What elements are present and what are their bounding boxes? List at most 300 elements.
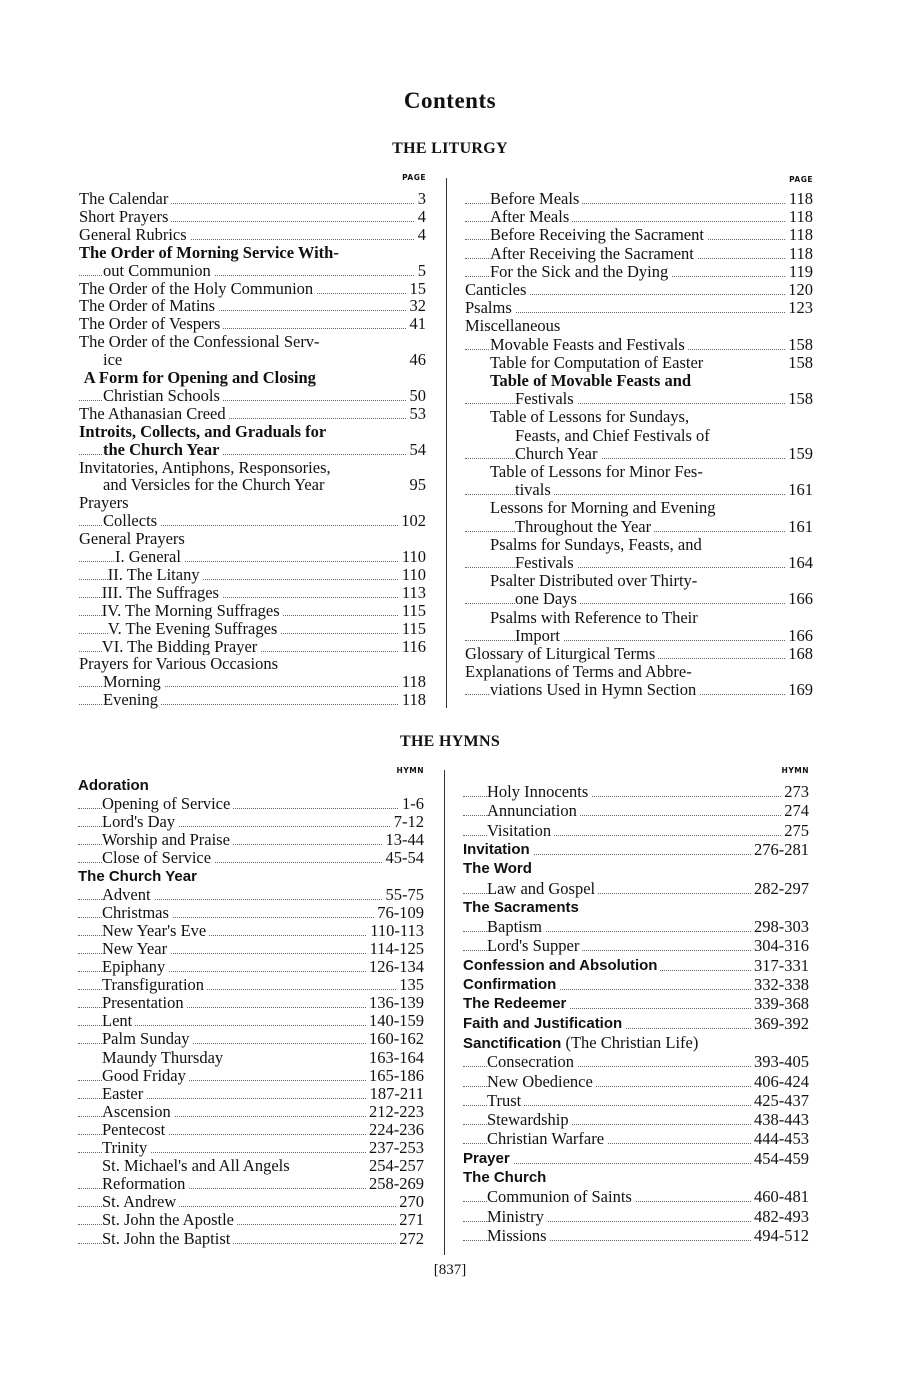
toc-entry xyxy=(79,423,426,441)
toc-entry-label: Visitation xyxy=(487,822,554,840)
toc-entry-label: Evening xyxy=(103,691,161,709)
toc-entry xyxy=(465,518,813,536)
toc-entry xyxy=(79,530,426,548)
toc-entry xyxy=(79,673,426,691)
toc-entry-number: 159 xyxy=(785,445,813,463)
toc-entry xyxy=(79,369,426,387)
toc-entry-label: Confession and Absolution xyxy=(463,957,660,975)
toc-entry-label: New Obedience xyxy=(487,1073,596,1091)
toc-entry-label: Advent xyxy=(102,886,154,904)
toc-entry xyxy=(465,645,813,663)
toc-entry xyxy=(463,783,809,801)
toc-entry-label: Lord's Day xyxy=(102,813,178,831)
toc-entry-label: St. John the Apostle xyxy=(102,1211,237,1229)
toc-entry xyxy=(465,554,813,572)
toc-entry-label: Faith and Justification xyxy=(463,1015,625,1033)
toc-entry xyxy=(79,280,426,298)
toc-entry-label: Table for Computation of Easter xyxy=(490,354,706,372)
toc-entry-label: The Order of the Holy Communion xyxy=(79,280,316,298)
toc-entry-number: 237-253 xyxy=(366,1139,424,1157)
toc-entry-number: 116 xyxy=(399,638,426,656)
toc-entry xyxy=(79,459,426,477)
toc-entry xyxy=(78,868,424,886)
toc-entry-label: Consecration xyxy=(487,1053,577,1071)
toc-entry-label: Communion of Saints xyxy=(487,1188,635,1206)
toc-entry-number: 282-297 xyxy=(751,880,809,898)
toc-entry-number: 224-236 xyxy=(366,1121,424,1139)
toc-entry-label: Table of Lessons for Sundays, xyxy=(490,408,692,426)
toc-entry-number: 7-12 xyxy=(391,813,424,831)
toc-entry xyxy=(463,976,809,994)
toc-entry-label: Christian Warfare xyxy=(487,1130,607,1148)
toc-entry xyxy=(78,1049,424,1067)
toc-entry xyxy=(465,226,813,244)
toc-entry xyxy=(465,354,813,372)
toc-entry-label: Table of Lessons for Minor Fes- xyxy=(490,463,706,481)
toc-entry xyxy=(78,1211,424,1229)
toc-entry xyxy=(79,387,426,405)
toc-entry-label: Lent xyxy=(102,1012,135,1030)
toc-entry-label: Annunciation xyxy=(487,802,580,820)
toc-entry-label: II. The Litany xyxy=(108,566,203,584)
toc-entry-label: Feasts, and Chief Festivals of xyxy=(515,427,713,445)
toc-entry xyxy=(79,262,426,280)
page-column-header: PAGE xyxy=(789,175,813,184)
toc-entry xyxy=(465,663,813,681)
toc-entry-label: Festivals xyxy=(515,554,577,572)
toc-entry-label: Transfiguration xyxy=(102,976,207,994)
toc-entry xyxy=(79,494,426,512)
toc-entry xyxy=(463,860,809,878)
leader-dots xyxy=(465,312,813,313)
toc-entry-label: Ministry xyxy=(487,1208,547,1226)
toc-entry-number: 271 xyxy=(396,1211,424,1229)
toc-entry-label: Law and Gospel xyxy=(487,880,598,898)
toc-entry-label: Psalter Distributed over Thirty- xyxy=(490,572,700,590)
toc-entry-label: The Order of Vespers xyxy=(79,315,223,333)
toc-entry-number: 406-424 xyxy=(751,1073,809,1091)
toc-entry xyxy=(79,226,426,244)
toc-entry-label: Holy Innocents xyxy=(487,783,591,801)
toc-entry xyxy=(465,208,813,226)
toc-entry-label: and Versicles for the Church Year xyxy=(103,476,327,494)
toc-entry-label: Pentecost xyxy=(102,1121,168,1139)
toc-entry-label: St. Michael's and All Angels xyxy=(102,1157,293,1175)
toc-entry xyxy=(465,681,813,699)
toc-entry xyxy=(463,1092,809,1110)
toc-entry-number: 164 xyxy=(785,554,813,572)
toc-entry-label: Psalms with Reference to Their xyxy=(490,609,701,627)
toc-entry-label: Ascension xyxy=(102,1103,174,1121)
toc-entry-number: 115 xyxy=(399,602,426,620)
toc-entry-number: 113 xyxy=(399,584,426,602)
toc-entry xyxy=(463,1208,809,1226)
toc-entry-label: Before Meals xyxy=(490,190,582,208)
toc-entry xyxy=(79,441,426,459)
toc-entry-label: Collects xyxy=(103,512,160,530)
toc-entry-number: 158 xyxy=(785,354,813,372)
toc-entry-number: 317-331 xyxy=(751,957,809,975)
toc-entry xyxy=(463,822,809,840)
toc-entry-label: General Rubrics xyxy=(79,226,190,244)
toc-entry-label: Opening of Service xyxy=(102,795,233,813)
toc-entry-label: After Meals xyxy=(490,208,572,226)
toc-entry xyxy=(79,244,426,262)
toc-entry xyxy=(79,297,426,315)
toc-entry-number: 3 xyxy=(415,190,426,208)
toc-entry-number: 126-134 xyxy=(366,958,424,976)
toc-entry-number: 258-269 xyxy=(366,1175,424,1193)
liturgy-heading: THE LITURGY xyxy=(392,140,508,157)
toc-entry xyxy=(78,1157,424,1175)
toc-entry xyxy=(463,1053,809,1071)
toc-entry xyxy=(79,476,426,494)
toc-entry-label: For the Sick and the Dying xyxy=(490,263,671,281)
toc-entry xyxy=(79,584,426,602)
toc-entry xyxy=(463,802,809,820)
toc-entry-label: Festivals xyxy=(515,390,577,408)
toc-entry xyxy=(79,333,426,351)
toc-entry-number: 369-392 xyxy=(751,1015,809,1033)
toc-entry xyxy=(463,1111,809,1129)
toc-entry xyxy=(78,940,424,958)
toc-entry-label: Prayers for Various Occasions xyxy=(79,655,281,673)
toc-entry-label: Movable Feasts and Festivals xyxy=(490,336,688,354)
toc-entry xyxy=(465,627,813,645)
toc-entry xyxy=(78,777,424,795)
toc-entry-number: 15 xyxy=(407,280,427,298)
toc-entry xyxy=(463,995,809,1013)
toc-entry-label: VI. The Bidding Prayer xyxy=(102,638,261,656)
toc-entry-label: The Calendar xyxy=(79,190,171,208)
toc-entry-number: 110 xyxy=(399,548,426,566)
toc-entry-number: 118 xyxy=(786,190,813,208)
toc-entry-number: 118 xyxy=(399,691,426,709)
toc-entry xyxy=(463,1034,809,1052)
toc-entry xyxy=(78,813,424,831)
toc-entry xyxy=(79,655,426,673)
toc-entry-number: 54 xyxy=(407,441,427,459)
hymn-column-header: HYMN xyxy=(781,766,809,775)
toc-entry-number: 339-368 xyxy=(751,995,809,1013)
toc-entry-label: The Sacraments xyxy=(463,899,582,917)
toc-entry-label: St. John the Baptist xyxy=(102,1230,233,1248)
toc-entry-label: Trust xyxy=(487,1092,524,1110)
toc-entry-label: Introits, Collects, and Graduals for xyxy=(79,423,329,441)
page-column-header: PAGE xyxy=(402,173,426,182)
toc-entry-number: 444-453 xyxy=(751,1130,809,1148)
toc-entry xyxy=(78,1175,424,1193)
toc-entry-label: Confirmation xyxy=(463,976,559,994)
hymn-column-header: HYMN xyxy=(396,766,424,775)
toc-entry-number: 41 xyxy=(407,315,427,333)
toc-entry-number: 55-75 xyxy=(383,886,425,904)
toc-entry-number: 135 xyxy=(396,976,424,994)
toc-entry xyxy=(78,1012,424,1030)
toc-entry xyxy=(79,208,426,226)
toc-entry xyxy=(465,572,813,590)
liturgy-right-column xyxy=(465,173,813,713)
toc-entry xyxy=(79,405,426,423)
toc-entry-label: Prayers xyxy=(79,494,131,512)
toc-entry-label: Easter xyxy=(102,1085,146,1103)
toc-entry-number: 275 xyxy=(781,822,809,840)
toc-entry-label: General Prayers xyxy=(79,530,188,548)
toc-entry-number: 1-6 xyxy=(399,795,424,813)
toc-entry xyxy=(78,1030,424,1048)
toc-entry-number: 119 xyxy=(786,263,813,281)
toc-entry xyxy=(465,245,813,263)
toc-entry xyxy=(465,609,813,627)
toc-entry-label: New Year's Eve xyxy=(102,922,209,940)
toc-entry-label: A Form for Opening and Closing xyxy=(84,369,319,387)
hymns-right-column xyxy=(463,766,809,1256)
toc-entry-number: 123 xyxy=(785,299,813,317)
liturgy-left-column xyxy=(79,173,426,713)
toc-entry-label: Trinity xyxy=(102,1139,150,1157)
toc-entry-label: Close of Service xyxy=(102,849,214,867)
toc-entry-number: 158 xyxy=(785,390,813,408)
toc-entry-label: Stewardship xyxy=(487,1111,572,1129)
toc-entry-number: 273 xyxy=(781,783,809,801)
toc-entry-number: 169 xyxy=(785,681,813,699)
toc-entry xyxy=(78,904,424,922)
toc-entry xyxy=(465,481,813,499)
toc-entry-label: Glossary of Liturgical Terms xyxy=(465,645,658,663)
toc-entry-number: 254-257 xyxy=(366,1157,424,1175)
toc-entry-label: New Year xyxy=(102,940,170,958)
toc-entry xyxy=(79,602,426,620)
toc-entry xyxy=(465,499,813,517)
toc-entry-number: 163-164 xyxy=(366,1049,424,1067)
toc-entry-label: ice xyxy=(103,351,125,369)
toc-entry-label: The Redeemer xyxy=(463,995,569,1013)
toc-entry-number: 110-113 xyxy=(367,922,424,940)
toc-entry-label: Lord's Supper xyxy=(487,937,582,955)
toc-entry-number: 161 xyxy=(785,481,813,499)
toc-entry xyxy=(465,463,813,481)
toc-entry-label: The Order of Morning Service With- xyxy=(79,244,342,262)
toc-entry-number: 332-338 xyxy=(751,976,809,994)
toc-entry-label: Invitation xyxy=(463,841,533,859)
toc-entry-label: Reformation xyxy=(102,1175,188,1193)
toc-entry-label: The Word xyxy=(463,860,535,878)
toc-entry-number: 393-405 xyxy=(751,1053,809,1071)
page-title: Contents xyxy=(403,88,497,113)
toc-entry xyxy=(465,281,813,299)
toc-entry-number: 158 xyxy=(785,336,813,354)
toc-entry-label: Throughout the Year xyxy=(515,518,654,536)
toc-entry xyxy=(79,315,426,333)
toc-entry-label: I. General xyxy=(115,548,184,566)
toc-entry-number: 136-139 xyxy=(366,994,424,1012)
toc-entry xyxy=(463,937,809,955)
toc-entry-number: 482-493 xyxy=(751,1208,809,1226)
toc-entry xyxy=(79,512,426,530)
toc-entry-label: Missions xyxy=(487,1227,550,1245)
toc-entry-label: Good Friday xyxy=(102,1067,189,1085)
toc-entry xyxy=(463,1188,809,1206)
toc-entry-label: Psalms for Sundays, Feasts, and xyxy=(490,536,705,554)
toc-entry xyxy=(78,831,424,849)
toc-entry-label: After Receiving the Sacrament xyxy=(490,245,697,263)
toc-entry-label: Before Receiving the Sacrament xyxy=(490,226,707,244)
toc-entry xyxy=(78,1121,424,1139)
toc-entry-number: 304-316 xyxy=(751,937,809,955)
toc-entry-label: Adoration xyxy=(78,777,152,795)
toc-entry xyxy=(79,620,426,638)
toc-entry xyxy=(463,1227,809,1245)
toc-entry-label: Palm Sunday xyxy=(102,1030,193,1048)
column-divider xyxy=(446,178,447,708)
toc-entry-number: 272 xyxy=(396,1230,424,1248)
toc-entry-label: The Athanasian Creed xyxy=(79,405,229,423)
toc-entry-label: Worship and Praise xyxy=(102,831,233,849)
toc-entry xyxy=(465,372,813,390)
toc-entry-subtitle: (The Christian Life) xyxy=(561,1032,699,1052)
hymns-heading: THE HYMNS xyxy=(399,733,501,750)
toc-entry-label: The Church Year xyxy=(78,868,200,886)
toc-entry-label: IV. The Morning Suffrages xyxy=(102,602,283,620)
toc-entry xyxy=(463,1073,809,1091)
toc-entry xyxy=(463,957,809,975)
toc-entry-label: Canticles xyxy=(465,281,529,299)
toc-entry xyxy=(465,536,813,554)
toc-entry xyxy=(78,1103,424,1121)
toc-entry-label: Christian Schools xyxy=(103,387,223,405)
toc-entry xyxy=(79,638,426,656)
toc-entry-label: Morning xyxy=(103,673,164,691)
toc-entry-number: 274 xyxy=(781,802,809,820)
toc-entry xyxy=(78,922,424,940)
toc-entry xyxy=(78,958,424,976)
toc-entry xyxy=(78,795,424,813)
toc-entry xyxy=(78,994,424,1012)
toc-entry-number: 5 xyxy=(415,262,426,280)
toc-entry xyxy=(78,1193,424,1211)
toc-entry-label: Table of Movable Feasts and xyxy=(490,372,694,390)
toc-entry-number: 118 xyxy=(399,673,426,691)
toc-entry-number: 166 xyxy=(785,627,813,645)
toc-entry-number: 165-186 xyxy=(366,1067,424,1085)
toc-entry xyxy=(78,849,424,867)
toc-entry-number: 494-512 xyxy=(751,1227,809,1245)
toc-entry-label: Prayer xyxy=(463,1150,513,1168)
toc-entry-number: 115 xyxy=(399,620,426,638)
toc-entry-label: tivals xyxy=(515,481,554,499)
toc-entry-label: Psalms xyxy=(465,299,515,317)
column-divider xyxy=(444,770,445,1255)
toc-entry xyxy=(465,445,813,463)
toc-entry-number: 187-211 xyxy=(367,1085,424,1103)
toc-entry-number: 438-443 xyxy=(751,1111,809,1129)
toc-entry-number: 32 xyxy=(407,297,427,315)
toc-entry xyxy=(465,390,813,408)
toc-entry xyxy=(465,590,813,608)
toc-entry xyxy=(463,899,809,917)
toc-entry xyxy=(79,548,426,566)
toc-entry xyxy=(79,190,426,208)
toc-entry-label: viations Used in Hymn Section xyxy=(490,681,699,699)
toc-entry xyxy=(78,1230,424,1248)
toc-entry xyxy=(79,691,426,709)
toc-entry xyxy=(78,976,424,994)
toc-entry-number: 76-109 xyxy=(374,904,424,922)
toc-entry-label: St. Andrew xyxy=(102,1193,179,1211)
toc-entry xyxy=(463,1150,809,1168)
toc-entry xyxy=(78,1139,424,1157)
toc-entry-number: 4 xyxy=(415,226,426,244)
toc-entry-number: 50 xyxy=(407,387,427,405)
toc-entry-label: The Order of Matins xyxy=(79,297,218,315)
toc-entry xyxy=(463,1169,809,1187)
toc-entry-number: 4 xyxy=(415,208,426,226)
page-number: [837] xyxy=(433,1262,467,1278)
toc-entry-label: Sanctification (The Christian Life) xyxy=(463,1034,701,1053)
toc-entry-number: 140-159 xyxy=(366,1012,424,1030)
toc-entry-label: Invitatories, Antiphons, Responsories, xyxy=(79,459,334,477)
toc-entry-number: 102 xyxy=(398,512,426,530)
toc-entry xyxy=(79,566,426,584)
toc-entry-number: 118 xyxy=(786,208,813,226)
toc-entry-number: 95 xyxy=(407,476,427,494)
toc-entry-number: 45-54 xyxy=(383,849,425,867)
toc-entry-number: 118 xyxy=(786,226,813,244)
toc-entry-label: Maundy Thursday xyxy=(102,1049,226,1067)
toc-entry-label: The Order of the Confessional Serv- xyxy=(79,333,323,351)
toc-entry-label: Baptism xyxy=(487,918,545,936)
toc-entry-label: Miscellaneous xyxy=(465,317,563,335)
toc-entry xyxy=(78,1085,424,1103)
toc-entry-number: 13-44 xyxy=(383,831,425,849)
toc-entry-label: out Communion xyxy=(103,262,214,280)
toc-entry xyxy=(465,408,813,426)
toc-entry xyxy=(463,880,809,898)
toc-entry-number: 161 xyxy=(785,518,813,536)
toc-entry xyxy=(78,886,424,904)
toc-entry xyxy=(79,351,426,369)
toc-entry-number: 212-223 xyxy=(366,1103,424,1121)
toc-entry xyxy=(463,841,809,859)
toc-entry-number: 298-303 xyxy=(751,918,809,936)
toc-entry-number: 110 xyxy=(399,566,426,584)
toc-entry-label: Presentation xyxy=(102,994,187,1012)
toc-entry-label: Christmas xyxy=(102,904,172,922)
toc-entry-label: one Days xyxy=(515,590,580,608)
toc-entry xyxy=(465,427,813,445)
toc-entry-number: 276-281 xyxy=(751,841,809,859)
toc-entry-label: V. The Evening Suffrages xyxy=(108,620,281,638)
toc-entry xyxy=(465,336,813,354)
toc-entry-number: 160-162 xyxy=(366,1030,424,1048)
toc-entry-number: 168 xyxy=(785,645,813,663)
toc-entry-label: Epiphany xyxy=(102,958,168,976)
toc-entry-number: 460-481 xyxy=(751,1188,809,1206)
toc-entry-number: 53 xyxy=(407,405,427,423)
toc-entry-label: Lessons for Morning and Evening xyxy=(490,499,718,517)
toc-entry-number: 118 xyxy=(786,245,813,263)
toc-entry xyxy=(463,1130,809,1148)
hymns-left-column xyxy=(78,766,424,1256)
toc-entry-number: 120 xyxy=(785,281,813,299)
toc-entry-label: The Church xyxy=(463,1169,549,1187)
toc-entry-number: 114-125 xyxy=(367,940,424,958)
toc-entry xyxy=(465,299,813,317)
toc-entry-number: 270 xyxy=(396,1193,424,1211)
toc-entry-label: the Church Year xyxy=(103,441,222,459)
toc-entry-label: Import xyxy=(515,627,563,645)
toc-entry xyxy=(463,918,809,936)
